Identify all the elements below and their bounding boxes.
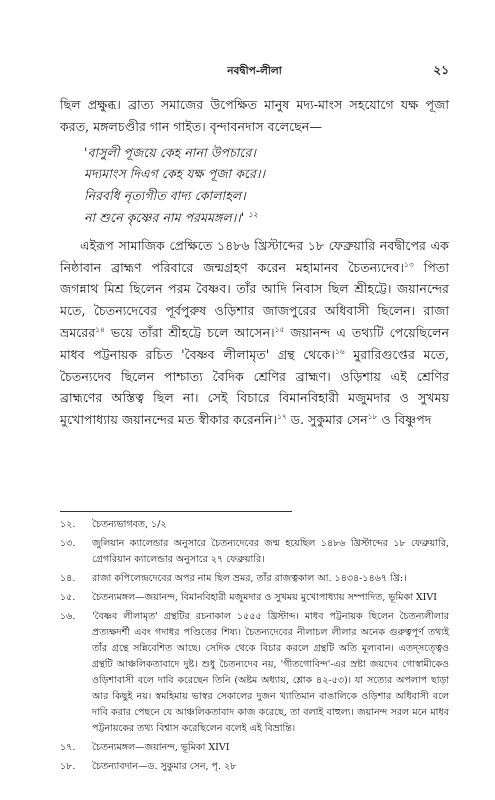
verse-line: মদ্যমাংস দিএগ কেহ যক্ষ পূজা করে।।	[84, 166, 265, 182]
text-run: ড. সুকুমার সেন	[286, 412, 368, 428]
text-run: ও বিষ্ণুপদ	[377, 412, 432, 428]
footnote-number: ১৩.	[60, 538, 76, 549]
footnote	[60, 590, 449, 606]
footnote-text: চৈতন্যমঙ্গল—জয়ানন্দ, ভূমিকা XIVI	[92, 742, 230, 753]
paragraph-2	[60, 235, 449, 431]
footnote-text: চৈতন্যমঙ্গল—জয়ানন্দ, বিমানবিহারী মজুমদার ও সুখময় মুখোপাধ্যায় সম্পাদিত, ভূমিকা XIVI	[92, 592, 438, 603]
footnote-ref: ১২	[248, 209, 258, 219]
footnote	[60, 759, 449, 775]
footnote	[60, 571, 449, 587]
text-run: জয়ানন্দ এ তথ্যটি পেয়েছিলেন মাধব পট্টনায়ক রচিত 'বৈষ্ণব লীলামৃত' গ্রন্থ থেকে।	[60, 324, 449, 362]
footnote-ref: ১৬	[334, 346, 345, 356]
footnote-ref: ১৪	[95, 324, 105, 334]
footnote	[60, 740, 449, 756]
footnote	[60, 536, 449, 568]
footnote-number: ১৭.	[60, 742, 76, 753]
footnote-text: চৈতন্যভাগবত, ১/২	[92, 519, 167, 530]
verse-line	[84, 207, 449, 229]
footnote-number: ১৮.	[60, 761, 76, 772]
text-run: পিতা জগন্নাথ মিশ্র ছিলেন পরম বৈষ্ণব। তাঁর আদি নিবাস ছিল শ্রীহট্টে। জয়ানন্দের মতে, চৈতন্যদেবের পূর্বপুরুষ ওড়িশার জাজপুরের অধিবাসী ছিলেন। রাজা ভ্রমরের	[60, 259, 449, 340]
footnote-ref: ১৭	[276, 412, 287, 422]
footnote-number: ১৫.	[60, 592, 76, 603]
footnote-number: ১২.	[60, 519, 76, 530]
footnote	[60, 609, 449, 737]
paragraph-1: ছিল প্রক্ষুব্ধ। ব্রাত্য সমাজের উপেক্ষিত মানুষ মদ্য-মাংস সহযোগে যক্ষ পূজা করত, মঙ্গলচণ্ডীর গান গাইত। বৃন্দাবনদাস বলেছেন—	[60, 97, 449, 134]
footnote-ref: ১৩	[404, 259, 414, 269]
footnote-number: ১৬.	[60, 611, 76, 622]
footnote-ref: ১৮	[367, 412, 378, 422]
text-run: এইরূপ সামাজিক প্রেক্ষিতে ১৪৮৬ খ্রিস্টাব্দের ১৮ ফেব্রুয়ারি নবদ্বীপের এক নিষ্ঠাবান ব্রাহ্মণ পরিবারে জন্মগ্রহণ করেন মহামানব চৈতন্যদেব।	[60, 237, 449, 275]
footnote-text: 'বৈষ্ণব লীলামৃত' গ্রন্থটির রচনাকাল ১৫৫৫ খ্রিস্টাব্দ। মাধব পট্টনায়ক ছিলেন চৈতন্যলীলার প্রত্যক্ষদর্শী এবং গদাধর পণ্ডিতের শিষ্য। চৈতন্যদেবের নীলাচল লীলার অনেক গুরুত্বপূর্ণ তথ্যই তাঁর গ্রন্থে সন্নিবেশিত আছে। সেদিক থেকে বিচার করলে গ্রন্থটি অতি মূল্যবান। এতদ্সত্ত্বেও গ্রন্থটি আঞ্চলিকতাবাদে দুষ্ট। শুধু চৈতন্যদেব নয়, 'গীতগোবিন্দ'-এর স্রষ্টা জয়দেব গোস্বামীকেও ওড়িশাবাসী বলে দাবি করেছেন তিনি (অষ্টম অধ্যায়, শ্লোক ৪২-৫৩)। যা সত্যের অপলাপ ছাড়া আর কিছুই নয়। স্বমহিমায় ভাস্বর সেকালের দুজন খ্যাতিমান বাঙালিকে ওড়িশার অধিবাসী বলে দাবি করার পেছনে যে আঞ্চলিকতাবাদ কাজ করেছে, তা বলাই বাহুল্য। জয়ানন্দ সরল মনে মাধব পট্টনায়কের তথ্য বিশ্বাস করেছিলেন বলেই এই বিভ্রান্তি।	[92, 611, 449, 734]
footnote-text: চৈতন্যাবদান—ড. সুকুমার সেন, পৃ. ২৮	[92, 761, 237, 772]
verse-line: নিরবধি নৃত্যগীত বাদ্য কোলাহল।	[84, 188, 246, 204]
running-header	[60, 64, 449, 82]
text-run: ভয়ে তাঁরা শ্রীহট্টে চলে আসেন।	[104, 324, 275, 340]
page-number: ২১	[433, 63, 449, 77]
footnotes	[60, 517, 449, 778]
text-run: মুরারিগুপ্তের মতে, চৈতন্যদেব ছিলেন পাশ্চাত্য বৈদিক শ্রেণির ব্রাহ্মণ। ওড়িশায় এই শ্রেণির ব্রাহ্মণের অস্তিত্ব ছিল না। সেই বিচারে বিমানবিহারী মজুমদার ও সুখময় মুখোপাধ্যায় জয়ানন্দের মত স্বীকার করেননি।	[60, 346, 449, 428]
footnote-number: ১৪.	[60, 573, 76, 584]
verse-line-text: না শুনে কৃষ্ণের নাম পরমমঙ্গল।।'	[84, 209, 245, 225]
verse-line: 'বাসুলী পূজয়ে কেহ নানা উপচারে।	[84, 144, 256, 160]
footnote-divider	[60, 511, 292, 512]
footnote-text: রাজা কপিলেন্দ্রদেবের অপর নাম ছিল ভ্রমর, তাঁর রাজত্বকাল আ. ১৪৩৪-১৪৬৭ খ্রি:।	[92, 573, 407, 584]
footnote-text: জুলিয়ান ক্যালেন্ডার অনুসারে চৈতন্যদেবের জন্ম হয়েছিল ১৪৮৬ খ্রিস্টাব্দের ১৮ ফেব্রুয়ারি, গ্রেগরিয়ান ক্যালেন্ডার অনুসারে ২৭ ফেব্রুয়ারি।	[92, 538, 449, 565]
main-text	[60, 94, 449, 431]
footnote	[60, 517, 449, 533]
running-title: নবদ্বীপ-লীলা	[227, 65, 282, 77]
footnote-ref: ১৫	[274, 324, 285, 334]
verse-quote	[84, 142, 449, 229]
